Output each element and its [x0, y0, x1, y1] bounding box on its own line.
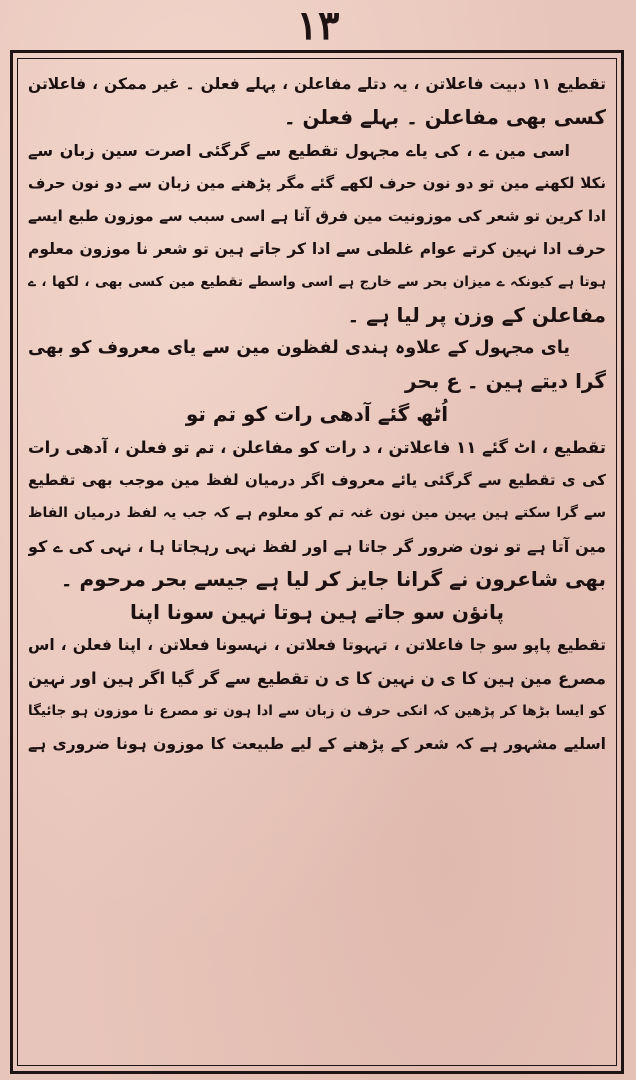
paragraph [28, 68, 606, 134]
page-number: ۱۳ [296, 2, 340, 49]
text-line: کی ی تقطیع سے گرگئی یائے معروف اگر درمیان لفظ مین موجب بھی تقطیع [28, 471, 606, 489]
verse-line [28, 596, 606, 629]
text-line: مفاعلن کے وزن پر لیا ہے ۔ [347, 303, 606, 327]
text-line: مین آتا ہے تو نون ضرور گر جاتا ہے اور لفظ نہی رہجاتا ہا ، نہی کی ے کو [28, 537, 606, 556]
body-text [28, 68, 606, 1063]
verse-line [28, 398, 606, 431]
text-line: اُٹھ گئے آدھی رات کو تم تو [185, 402, 449, 426]
text-line: تقطیع ، اٹ گئے ۱۱ فاعلاتن ، د رات کو مفاعلن ، تم تو فعلن ، آدھی رات [28, 438, 606, 457]
text-line: اسلیے مشہور ہے کہ شعر کے پڑھنے کے لیے طبیعت کا موزون ہونا ضروری ہے [28, 735, 606, 753]
paragraph [28, 629, 606, 761]
paragraph [28, 431, 606, 596]
text-line: تقطیع ۱۱ دبیت فاعلاتن ، یہ دتلے مفاعلن ، پہلے فعلن ۔ غیر ممکن ، فاعلاتن [28, 75, 606, 93]
text-line: مصرع مین ہین کا ی ن نہین کا ی ن تقطیع سے گر گیا اگر ہین اور نہین [28, 669, 606, 688]
text-line: نکلا لکھنے مین تو دو نون حرف لکھے گئے مگر پڑھنے مین زبان سے دو نون حرف [28, 174, 606, 192]
text-line: ادا کرین تو شعر کی موزونیت مین فرق آتا ہے اسی سبب سے موزون طبع ایسے [28, 207, 606, 225]
text-line: یای مجہول کے علاوہ ہندی لفظون مین سے یای معروف کو بھی [28, 338, 570, 358]
text-line: بھی شاعرون نے گرانا جایز کر لیا ہے جیسے بحر مرحوم ۔ [60, 567, 606, 591]
paragraph [28, 332, 606, 398]
text-line: گرا دیتے ہین ۔ ع بحر [404, 369, 606, 393]
text-line: کو ایسا بڑھا کر پڑھین کہ انکی حرف ن زبان سے ادا ہون تو مصرع نا موزون ہو جائیگا [28, 703, 606, 719]
text-line: حرف ادا نہین کرتے عوام غلطی سے ادا کر جاتے ہین تو شعر نا موزون معلوم [28, 240, 606, 258]
text-line: کسی بھی مفاعلن ۔ بہلے فعلن ۔ [283, 105, 606, 129]
text-line: ہوتا ہے کیونکہ ے میزان بحر سے خارج ہے اسی واسطے تقطیع مین کسی بھی ، لکھا ، ے [28, 274, 606, 290]
paragraph [28, 134, 606, 332]
text-line: سے گرا سکتے ہین یہین مین نون غنہ تم کو معلوم ہے کہ جب یہ لفظ درمیان الفاظ [28, 505, 606, 521]
text-line: اسی مین ے ، کی یاے مجہول تقطیع سے گرگئی اصرت سین زبان سے [28, 141, 570, 160]
text-line: تقطیع پاپو سو جا فاعلاتن ، تہہوتا فعلاتن ، نہسونا فعلاتن ، اپنا فعلن ، اس [28, 636, 606, 654]
text-line: پانؤن سو جاتے ہین ہوتا نہین سونا اپنا [129, 600, 505, 624]
